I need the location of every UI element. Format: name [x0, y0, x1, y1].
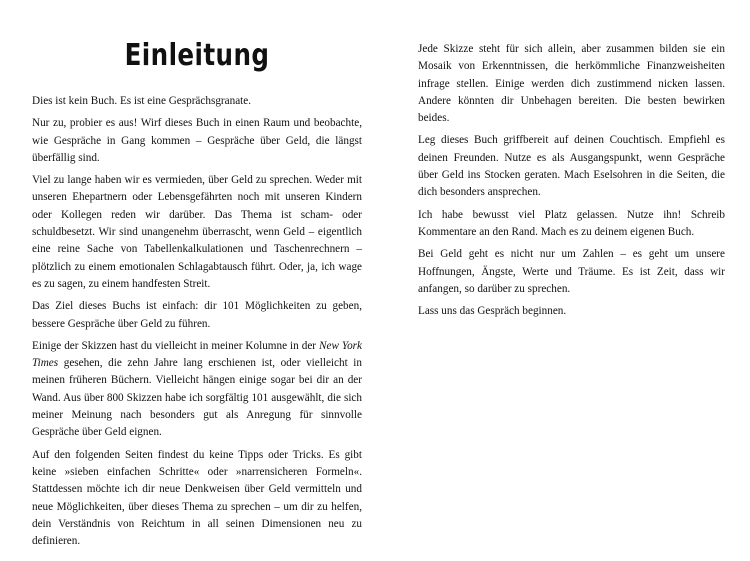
paragraph: Das Ziel dieses Buchs ist einfach: dir 101 Möglichkeiten zu geben, bessere Gespräche über Geld zu führen. [32, 300, 362, 330]
paragraph: Jede Skizze steht für sich allein, aber zusammen bilden sie ein Mosaik von Erkenntnissen, die herkömmliche Finanzweisheiten infrage stellen. Einige werden dich zustimmend nicken lassen. Andere könnten dir Unbehagen bereiten. Die besten bewirken beides. [418, 43, 725, 125]
paragraph: Auf den folgenden Seiten findest du keine Tipps oder Tricks. Es gibt keine »sieben einfachen Schritte« oder »narrensicheren Formeln«. Stattdessen möchte ich dir neue Denkweisen über Geld vermitteln und neue Möglichkeiten, über dieses Thema zu sprechen – um dir zu helfen, dein Verständnis von Reichtum in all seinen Dimensionen neu zu definieren. [32, 448, 362, 548]
paragraph-text: Einige der Skizzen hast du vielleicht in meiner Kolumne in der [32, 339, 320, 352]
paragraph: Ich habe bewusst viel Platz gelassen. Nutze ihn! Schreib Kommentare an den Rand. Mach es zu deinem eigenen Buch. [418, 208, 725, 238]
paragraph [32, 338, 362, 442]
chapter-title: Einleitung [124, 38, 270, 73]
paragraph-text: gesehen, die zehn Jahre lang erschienen ist, oder vielleicht in meinen früheren Büchern. Vielleicht hängen einige sogar bei dir an der Wand. Aus über 800 Skizzen habe ich sorgfältig 101 ausgewählt, die sich meiner Meinung nach besonders gut als Anregung für sinnvolle Gespräche über Geld eignen. [32, 357, 362, 439]
paragraph: Bei Geld geht es nicht nur um Zahlen – es geht um unsere Hoffnungen, Ängste, Werte und Träume. Es ist Zeit, dass wir anfangen, so darüber zu sprechen. [418, 248, 725, 295]
right-page-body [418, 41, 725, 325]
paragraph: Viel zu lange haben wir es vermieden, über Geld zu sprechen. Weder mit unseren Ehepartnern oder Lebensgefährten noch mit unseren Kindern oder Kollegen reden wir darüber. Das Thema ist scham- oder schuldbesetzt. Wir sind unangenehm überrascht, wenn Geld – eigentlich eine reine Sache von Tabellenkalkulationen und Taschenrechnern – plötzlich zu einem emotionalen Schlagabtausch führt. Oder, ja, ich wage es zu sagen, zu einem handfesten Streit. [32, 174, 362, 290]
paragraph: Nur zu, probier es aus! Wirf dieses Buch in einen Raum und beobachte, wie Gespräche in Gang kommen – Gespräche über Geld, die längst überfällig sind. [32, 117, 362, 164]
paragraph: Lass uns das Gespräch beginnen. [418, 305, 567, 318]
paragraph: Dies ist kein Buch. Es ist eine Gesprächsgranate. [32, 95, 252, 107]
left-page-body [32, 93, 362, 555]
newspaper-title: New York Times [32, 339, 363, 370]
paragraph: Leg dieses Buch griffbereit auf deinen Couchtisch. Empfiehl es deinen Freunden. Nutze es als Ausgangspunkt, wenn Gespräche über Geld ins Stocken geraten. Mach Eselsohren in die Seiten, die dich besonders ansprechen. [418, 134, 725, 199]
